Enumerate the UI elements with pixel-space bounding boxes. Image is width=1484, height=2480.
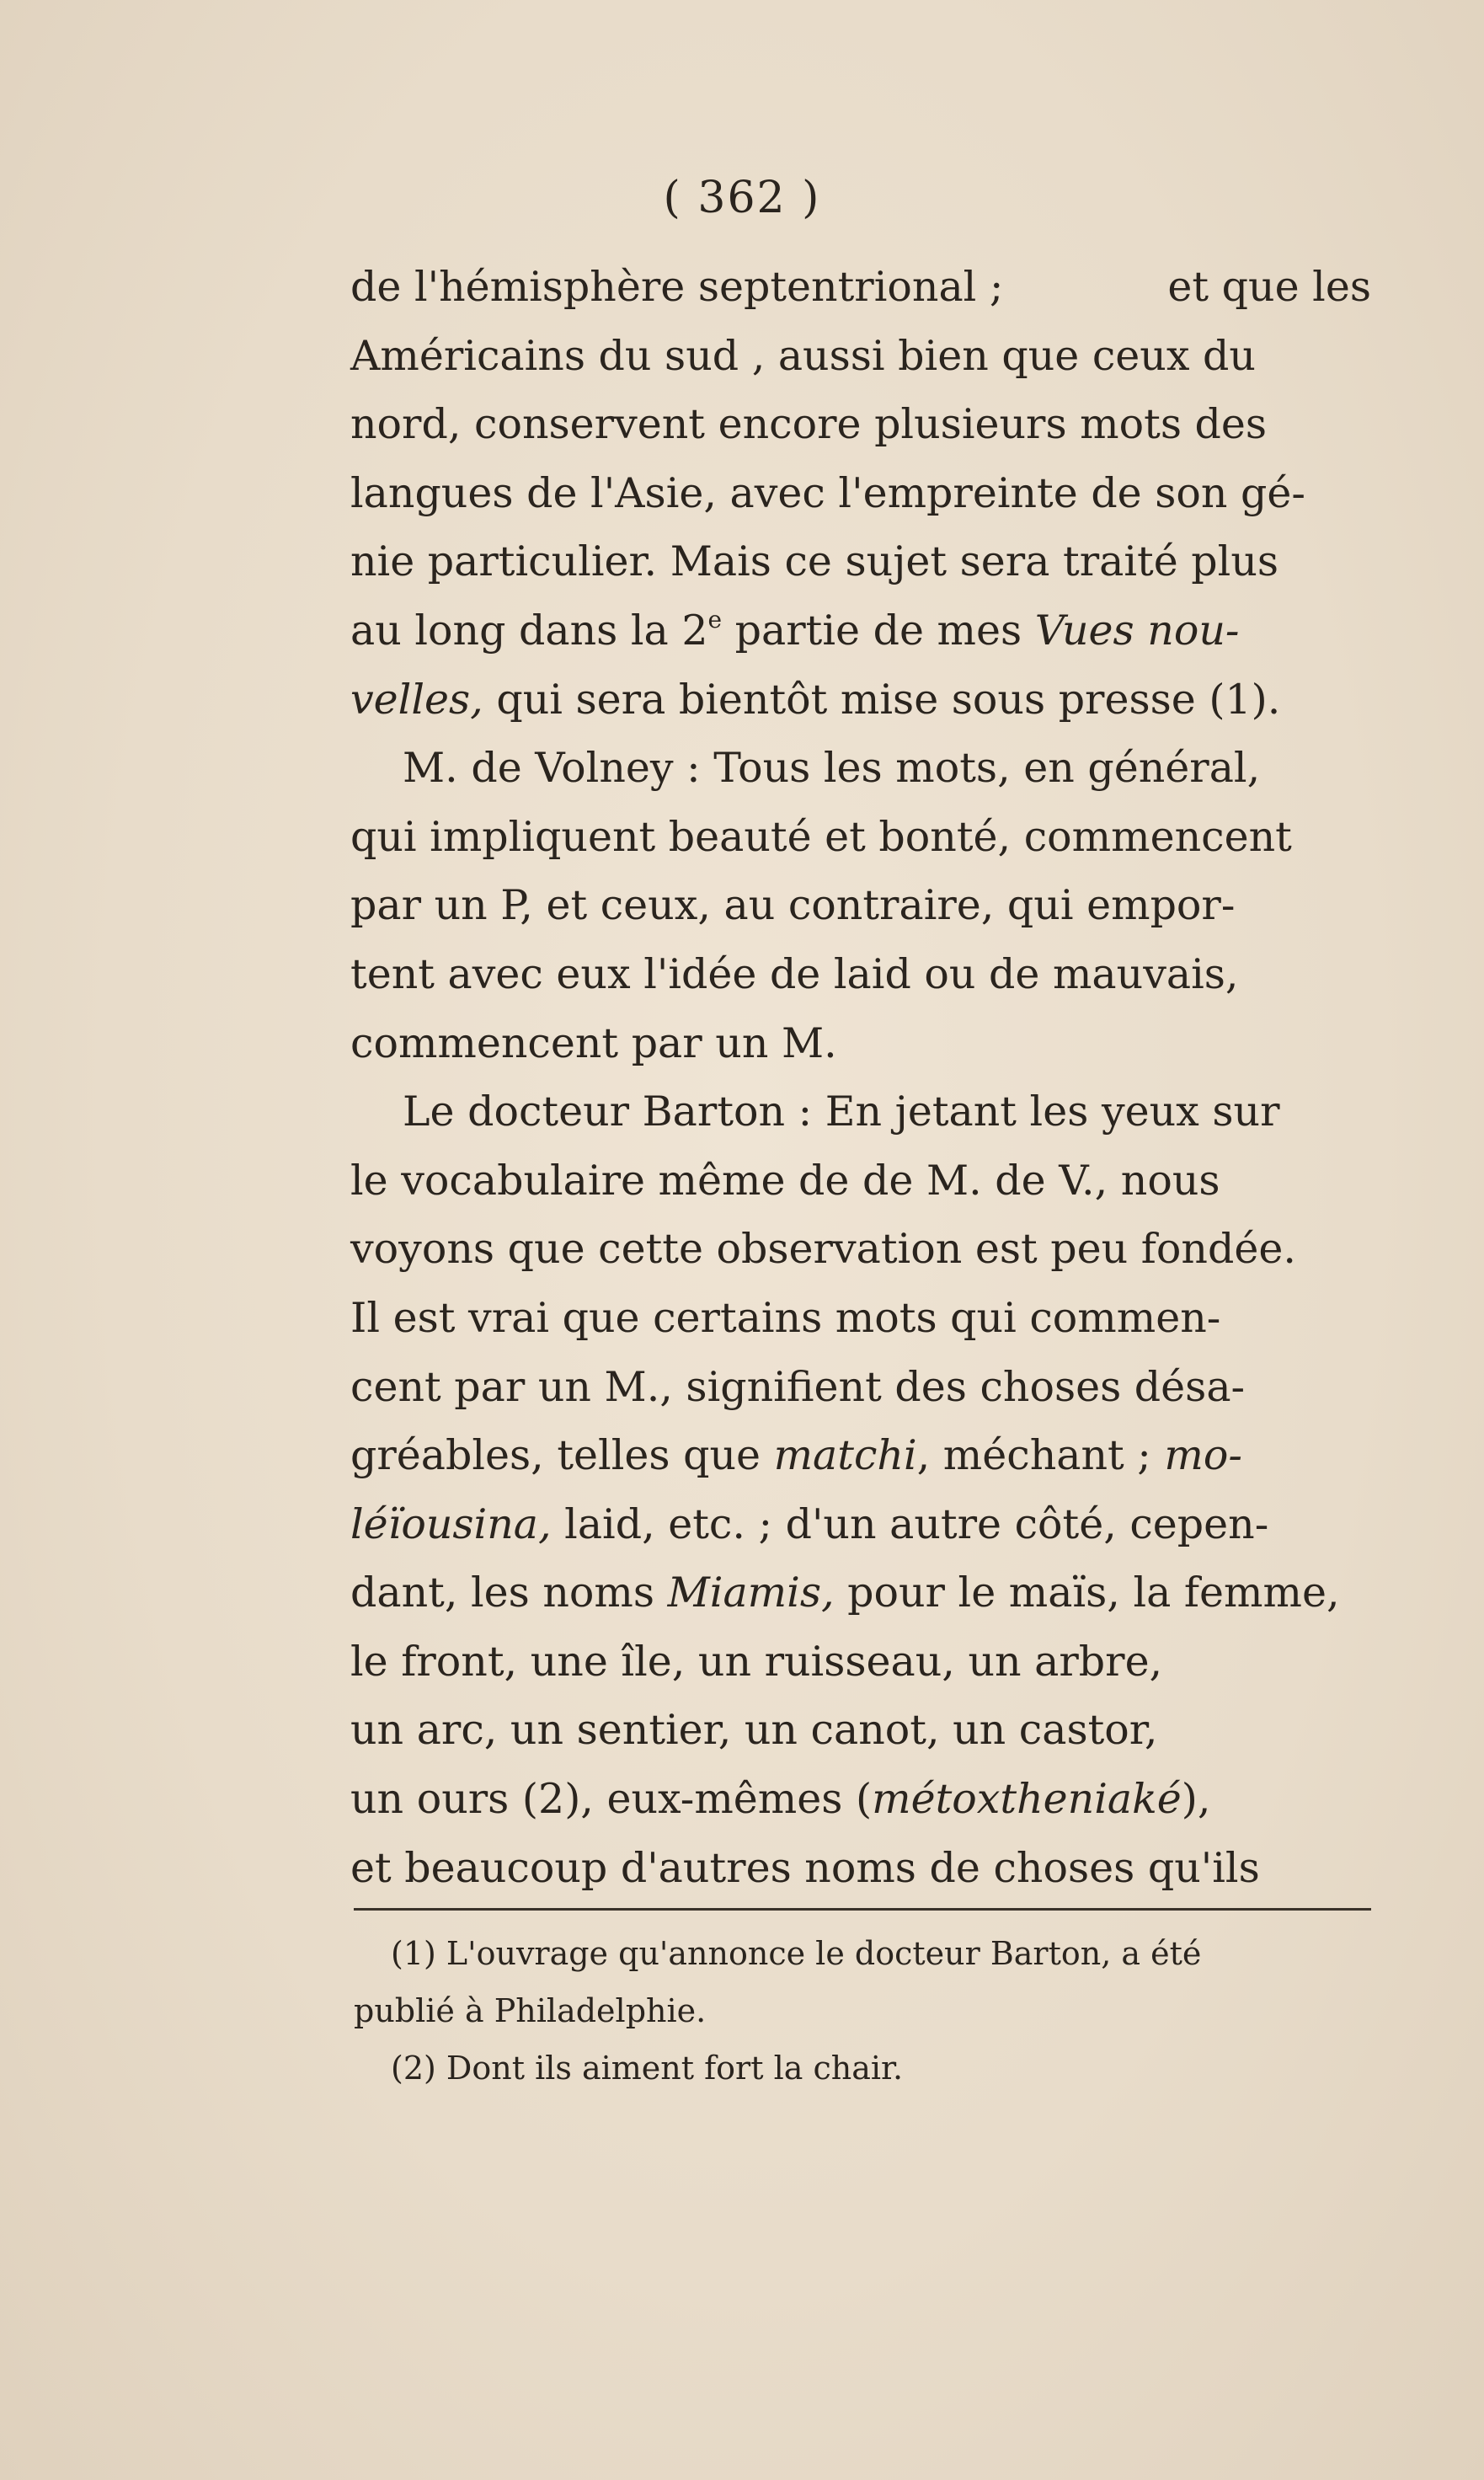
text-line xyxy=(350,596,1371,665)
italic-title: velles, xyxy=(350,675,483,724)
text-segment: M. de Volney : Tous les mots, en général, xyxy=(403,744,1261,793)
text-segment: qui impliquent beauté et bonté, commencent xyxy=(350,812,1292,861)
footnote-text: (2) Dont ils aiment fort la chair. xyxy=(391,2050,904,2087)
text-segment: le front, une île, un ruisseau, un arbre, xyxy=(350,1637,1163,1686)
text-line xyxy=(350,940,1371,1009)
text-segment: et que les xyxy=(1167,263,1371,311)
text-segment xyxy=(350,665,1280,735)
text-segment: et beaucoup d'autres noms de choses qu'ils xyxy=(350,1843,1260,1892)
text-segment: tent avec eux l'idée de laid ou de mauvais, xyxy=(350,949,1239,998)
text-run: laid, etc. ; d'un autre côté, cepen- xyxy=(551,1499,1269,1548)
text-run: un ours (2), eux-mêmes ( xyxy=(350,1775,873,1824)
text-segment: le vocabulaire même de de M. de V., nous xyxy=(350,1156,1220,1205)
footnote-1 xyxy=(354,1925,1371,1982)
text-run: , méchant ; xyxy=(916,1431,1165,1480)
footnote-divider xyxy=(354,1908,1371,1911)
text-segment: un arc, un sentier, un canot, un castor, xyxy=(350,1706,1158,1755)
text-line xyxy=(350,1284,1371,1353)
text-line xyxy=(350,1146,1371,1216)
text-segment: de l'hémisphère septentrional ; xyxy=(350,263,1004,311)
italic-word: métoxtheniaké xyxy=(872,1775,1182,1824)
footnotes xyxy=(354,1925,1371,2097)
text-line xyxy=(350,322,1371,391)
text-segment: Le docteur Barton : En jetant les yeux sur xyxy=(403,1088,1280,1136)
text-segment xyxy=(350,1490,1268,1559)
text-run: pour le maïs, la femme, xyxy=(834,1569,1340,1617)
text-segment: nie particulier. Mais ce sujet sera traité plus xyxy=(350,537,1279,586)
text-segment: langues de l'Asie, avec l'empreinte de son gé- xyxy=(350,468,1305,517)
text-line xyxy=(350,1490,1371,1559)
text-line xyxy=(350,1696,1371,1765)
text-segment: voyons que cette observation est peu fondée. xyxy=(350,1225,1296,1274)
text-line xyxy=(350,1077,1371,1146)
italic-word: matchi xyxy=(773,1431,917,1480)
body-text xyxy=(350,253,1371,1902)
text-segment xyxy=(350,1765,1210,1834)
text-line xyxy=(350,1009,1371,1078)
text-line xyxy=(350,1834,1371,1903)
text-line xyxy=(350,390,1371,459)
italic-title: Vues nou- xyxy=(1034,606,1240,655)
text-segment xyxy=(350,596,1239,665)
text-line xyxy=(350,1765,1371,1834)
text-segment: nord, conservent encore plusieurs mots des xyxy=(350,400,1268,449)
text-line xyxy=(350,1215,1371,1284)
text-run: dant, les noms xyxy=(350,1569,668,1617)
text-run: gréables, telles que xyxy=(350,1431,774,1480)
footnote-text: (1) L'ouvrage qu'annonce le docteur Barton, a été xyxy=(391,1935,1202,1972)
text-segment: cent par un M., signifient des choses désa- xyxy=(350,1362,1246,1411)
text-segment: Il est vrai que certains mots qui commen- xyxy=(350,1293,1221,1342)
text-segment: commencent par un M. xyxy=(350,1018,837,1067)
text-line xyxy=(350,253,1371,322)
text-run: qui sera bientôt mise sous presse (1). xyxy=(483,675,1281,724)
text-line xyxy=(350,1421,1371,1490)
text-line xyxy=(350,1353,1371,1422)
footnote-1-continuation xyxy=(354,1982,1371,2039)
text-line xyxy=(350,1628,1371,1697)
text-line xyxy=(350,1558,1371,1628)
italic-word: mo- xyxy=(1164,1431,1242,1480)
text-run: partie de mes xyxy=(722,606,1035,655)
page-number: ( 362 ) xyxy=(663,173,821,223)
text-segment: Américains du sud , aussi bien que ceux du xyxy=(350,331,1256,380)
text-line xyxy=(350,665,1371,735)
text-line xyxy=(350,803,1371,872)
text-run: au long dans la 2 xyxy=(350,606,708,655)
superscript: e xyxy=(707,605,723,633)
text-line xyxy=(350,459,1371,528)
italic-word: léïousina, xyxy=(350,1499,552,1548)
footnote-text: publié à Philadelphie. xyxy=(354,1992,707,2029)
text-run: ), xyxy=(1181,1775,1211,1824)
text-line xyxy=(350,871,1371,940)
text-segment: par un P, et ceux, au contraire, qui empor- xyxy=(350,881,1236,930)
text-line xyxy=(350,527,1371,596)
text-line xyxy=(350,734,1371,803)
text-segment xyxy=(350,1558,1340,1628)
footnote-2 xyxy=(354,2039,1371,2097)
text-segment xyxy=(350,1421,1242,1490)
italic-word: Miamis, xyxy=(667,1569,835,1617)
